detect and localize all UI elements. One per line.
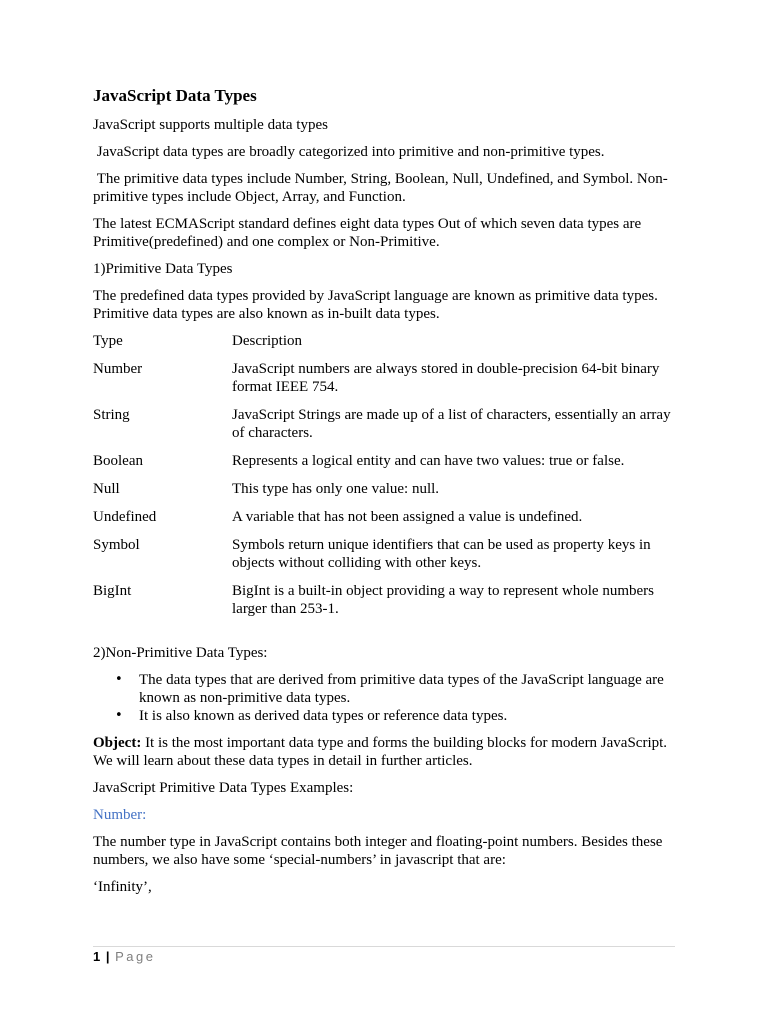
table-row xyxy=(93,480,683,498)
list-item xyxy=(93,707,683,725)
table-cell-description: JavaScript Strings are made up of a list of characters, essentially an array of characters. xyxy=(232,407,671,441)
table-row xyxy=(93,536,683,572)
table-cell-description: Represents a logical entity and can have two values: true or false. xyxy=(232,453,625,469)
nonprimitive-heading: 2)Non-Primitive Data Types: xyxy=(93,645,268,661)
table-cell-type: Boolean xyxy=(93,453,143,469)
number-heading: Number: xyxy=(93,807,147,823)
table-cell-type: Symbol xyxy=(93,537,140,553)
list-item xyxy=(93,671,683,707)
table-cell-description: JavaScript numbers are always stored in double-precision 64-bit binary format IEEE 754. xyxy=(232,361,660,395)
table-cell-description: Symbols return unique identifiers that can be used as property keys in objects without colliding with other keys. xyxy=(232,537,651,571)
table-cell-type: Null xyxy=(93,481,120,497)
page-number-label xyxy=(93,949,156,965)
table-cell-type: Undefined xyxy=(93,509,157,525)
table-cell-type: String xyxy=(93,407,130,423)
table-cell-type: Number xyxy=(93,361,143,377)
table-row xyxy=(93,406,683,442)
infinity-text: ‘Infinity’, xyxy=(93,879,152,895)
table-cell-type: BigInt xyxy=(93,583,132,599)
primitive-heading: 1)Primitive Data Types xyxy=(93,261,233,277)
nonprimitive-bullet-list xyxy=(93,671,683,725)
list-item-text: The data types that are derived from primitive data types of the JavaScript language are known as non-primitive data types. xyxy=(139,672,664,706)
intro-paragraph-1: JavaScript supports multiple data types xyxy=(93,117,328,133)
table-cell-description: A variable that has not been assigned a value is undefined. xyxy=(232,509,583,525)
document-body xyxy=(93,86,683,905)
page-label: Page xyxy=(115,949,156,964)
table-row xyxy=(93,360,683,396)
examples-heading: JavaScript Primitive Data Types Examples: xyxy=(93,780,354,796)
list-item-text: It is also known as derived data types or reference data types. xyxy=(139,708,508,724)
intro-paragraph-4: The latest ECMAScript standard defines eight data types Out of which seven data types are Primitive(predefined) and one complex or Non-Primitive. xyxy=(93,216,642,250)
table-header-type: Type xyxy=(93,333,123,349)
object-label: Object: xyxy=(93,735,142,751)
page-number: 1 xyxy=(93,949,101,964)
data-types-table xyxy=(93,332,683,618)
bullet-icon: • xyxy=(115,708,123,723)
primitive-description: The predefined data types provided by JavaScript language are known as primitive data types. Primitive data types are also known as in-built data types. xyxy=(93,288,658,322)
bullet-icon: • xyxy=(115,672,123,687)
table-cell-description: This type has only one value: null. xyxy=(232,481,440,497)
object-text: It is the most important data type and forms the building blocks for modern JavaScript. We will learn about these data types in detail in further articles. xyxy=(93,735,668,769)
table-row xyxy=(93,582,683,618)
footer-separator: | xyxy=(105,949,110,964)
table-header-row xyxy=(93,332,683,350)
number-paragraph: The number type in JavaScript contains both integer and floating-point numbers. Besides these numbers, we also have some ‘special-numbers’ in javascript that are: xyxy=(93,834,663,868)
table-spacer xyxy=(93,628,683,644)
page-title: JavaScript Data Types xyxy=(93,86,257,105)
page-footer xyxy=(93,946,675,964)
table-cell-description: BigInt is a built-in object providing a way to represent whole numbers larger than 253-1. xyxy=(232,583,654,617)
intro-paragraph-2: JavaScript data types are broadly categorized into primitive and non-primitive types. xyxy=(93,144,605,160)
table-row xyxy=(93,508,683,526)
table-row xyxy=(93,452,683,470)
intro-paragraph-3: The primitive data types include Number, String, Boolean, Null, Undefined, and Symbol. Non-primitive types include Object, Array, and Function. xyxy=(93,171,668,205)
table-header-description: Description xyxy=(232,333,302,349)
object-paragraph xyxy=(93,734,683,770)
